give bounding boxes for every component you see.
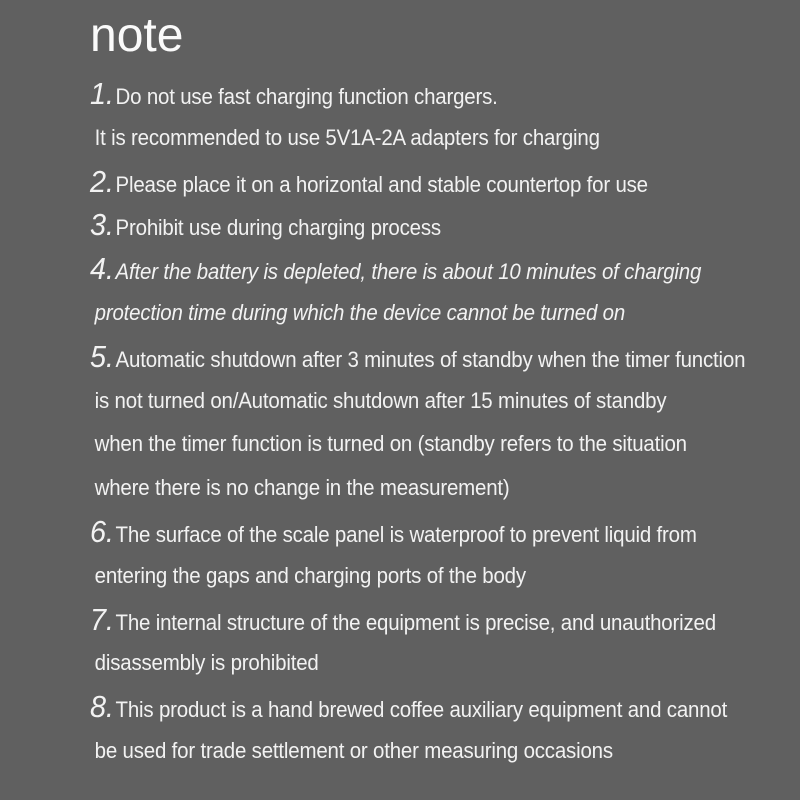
note-text: After the battery is depleted, there is about 10 minutes of charging bbox=[115, 259, 702, 285]
note-text: where there is no change in the measurement) bbox=[94, 475, 510, 501]
note-number: 5. bbox=[90, 338, 114, 374]
note-item bbox=[90, 160, 713, 204]
note-text: disassembly is prohibited bbox=[94, 650, 319, 676]
note-item bbox=[90, 685, 728, 729]
note-text: Do not use fast charging function chargers. bbox=[115, 84, 498, 109]
page-title: note bbox=[90, 9, 184, 62]
note-item-continuation bbox=[90, 116, 713, 160]
note-item bbox=[90, 203, 713, 247]
note-item-continuation bbox=[90, 466, 713, 510]
note-text: when the timer function is turned on (standby refers to the situation bbox=[94, 431, 687, 457]
note-text: This product is a hand brewed coffee auxiliary equipment and cannot bbox=[115, 697, 728, 723]
note-item-continuation bbox=[90, 641, 713, 685]
note-text: Automatic shutdown after 3 minutes of standby when the timer function bbox=[115, 346, 746, 372]
note-number: 7. bbox=[90, 601, 114, 637]
note-number: 1. bbox=[90, 76, 114, 111]
note-item-continuation bbox=[90, 422, 713, 466]
note-item bbox=[90, 510, 713, 554]
note-item-continuation bbox=[90, 554, 713, 598]
note-number: 4. bbox=[90, 251, 114, 287]
note-text: Please place it on a horizontal and stable countertop for use bbox=[115, 171, 648, 197]
note-item bbox=[90, 335, 746, 379]
note-text: It is recommended to use 5V1A-2A adapters for charging bbox=[94, 124, 600, 150]
note-number: 6. bbox=[90, 513, 114, 549]
note-number: 8. bbox=[90, 689, 114, 725]
note-item-continuation bbox=[90, 729, 713, 773]
note-text: The surface of the scale panel is waterproof to prevent liquid from bbox=[115, 521, 697, 547]
notes-list bbox=[90, 72, 760, 773]
note-number: 3. bbox=[90, 207, 114, 243]
note-text: Prohibit use during charging process bbox=[115, 215, 441, 241]
note-number: 2. bbox=[90, 163, 114, 199]
note-item bbox=[90, 247, 713, 291]
note-text: entering the gaps and charging ports of the body bbox=[94, 562, 526, 588]
note-text: be used for trade settlement or other measuring occasions bbox=[94, 737, 613, 763]
note-item bbox=[90, 72, 713, 116]
note-item-continuation bbox=[90, 291, 713, 335]
note-item bbox=[90, 598, 716, 642]
note-text: The internal structure of the equipment is precise, and unauthorized bbox=[115, 609, 716, 635]
note-item-continuation bbox=[90, 379, 713, 423]
note-text: is not turned on/Automatic shutdown after 15 minutes of standby bbox=[94, 387, 667, 413]
note-text: protection time during which the device cannot be turned on bbox=[94, 299, 626, 325]
